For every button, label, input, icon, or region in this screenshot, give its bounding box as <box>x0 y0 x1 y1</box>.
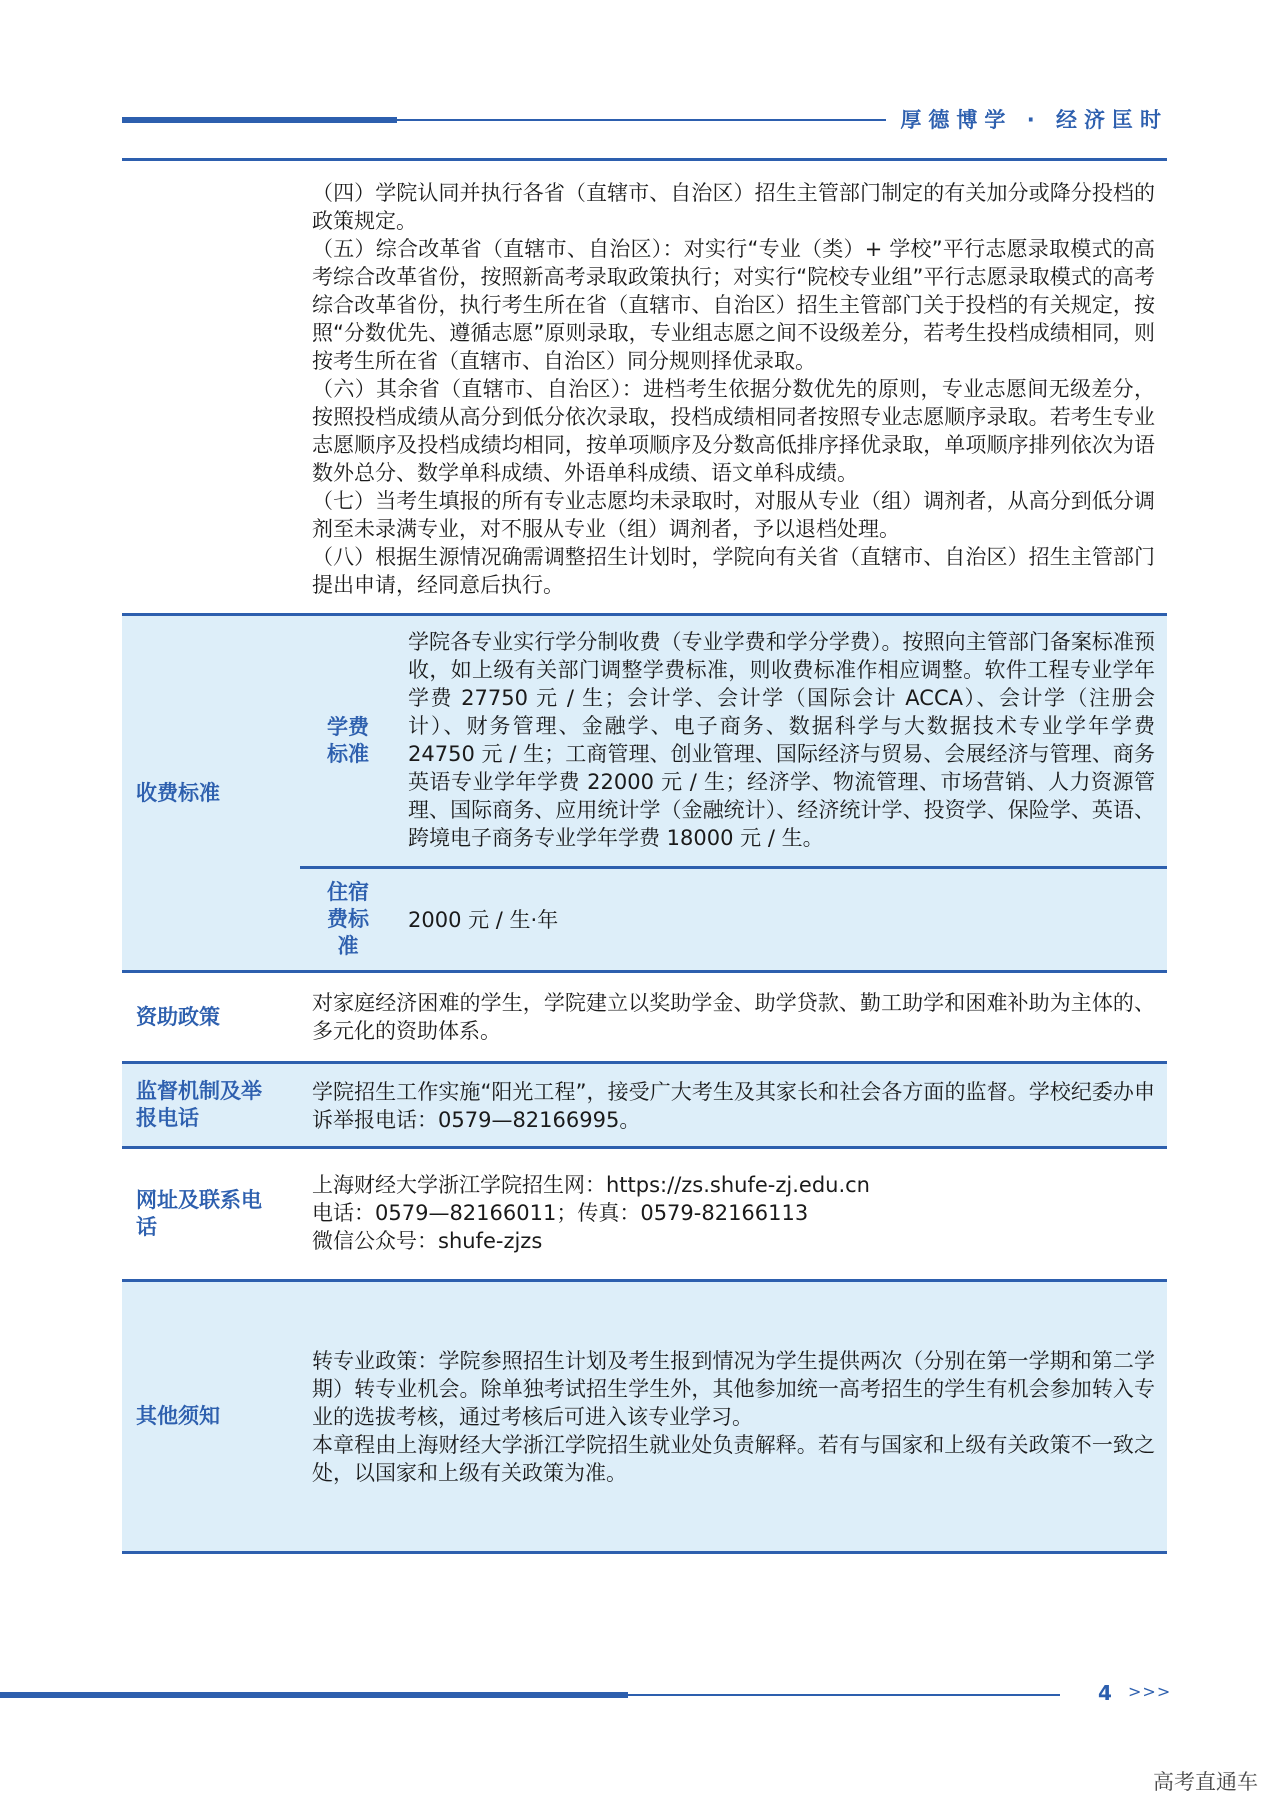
admission-rules-label <box>122 161 300 613</box>
aid-text: 对家庭经济困难的学生，学院建立以奖助学金、助学贷款、勤工助学和困难补助为主体的、多元化的资助体系。 <box>312 991 1155 1043</box>
supervision-text: 学院招生工作实施“阳光工程”，接受广大考生及其家长和社会各方面的监督。学校纪委办申诉举报电话：0579—82166995。 <box>312 1080 1155 1132</box>
fees-label: 收费标准 <box>136 780 220 805</box>
rule-item: （五）综合改革省（直辖市、自治区）：对实行“专业（类）+ 学校”平行志愿录取模式的高考综合改革省份，按照新高考录取政策执行；对实行“院校专业组”平行志愿录取模式的高考综合改革省份，执行考生所在省（直辖市、自治区）招生主管部门关于投档的有关规定，按照“分数优先、遵循志愿”原则录取，专业组志愿之间不设级差分，若考生投档成绩相同，则按考生所在省（直辖市、自治区）同分规则择优录取。 <box>312 237 1155 373</box>
contact-wechat: 微信公众号：shufe-zjzs <box>312 1229 543 1253</box>
contact-label: 网址及联系电话 <box>136 1188 262 1239</box>
other-interpretation: 本章程由上海财经大学浙江学院招生就业处负责解释。若有与国家和上级有关政策不一致之处，以国家和上级有关政策为准。 <box>312 1432 1155 1485</box>
admission-rules-row <box>122 158 1167 616</box>
watermark: 高考直通车 <box>1153 1770 1258 1794</box>
admission-rules-content <box>300 161 1167 613</box>
footer-rule-accent <box>0 1692 628 1698</box>
aid-label: 资助政策 <box>136 1004 220 1029</box>
contact-phone: 电话：0579—82166011；传真：0579-82166113 <box>312 1201 809 1225</box>
other-content <box>300 1282 1167 1551</box>
header-rule-accent <box>122 117 397 123</box>
rule-item: （六）其余省（直辖市、自治区）：进档考生依据分数优先的原则，专业志愿间无级差分，按照投档成绩从高分到低分依次录取，投档成绩相同者按照专业志愿顺序录取。若考生专业志愿顺序及投档成绩均相同，按单项顺序及分数高低排序择优录取，单项顺序排列依次为语数外总分、数学单科成绩、外语单科成绩、语文单科成绩。 <box>312 377 1155 485</box>
tuition-row <box>300 616 1167 866</box>
next-arrows-icon: >>> <box>1128 1682 1172 1701</box>
aid-row <box>122 973 1167 1064</box>
contact-content <box>300 1149 1167 1279</box>
rule-item: （七）当考生填报的所有专业志愿均未录取时，对服从专业（组）调剂者，从高分到低分调剂至未录满专业，对不服从专业（组）调剂者，予以退档处理。 <box>312 489 1155 541</box>
tuition-text: 学院各专业实行学分制收费（专业学费和学分学费）。按照向主管部门备案标准预收，如上级有关部门调整学费标准，则收费标准作相应调整。软件工程专业学年学费 27750 元 / 生；会计学、会计学（国际会计 ACCA）、会计学（注册会计）、财务管理、金融学、电子商务、数据科学与大数据技术专业学年学费 24750 元 / 生；工商管理、创业管理、国际经济与贸易、会展经济与管理、商务英语专业学年学费 22000 元 / 生；经济学、物流管理、市场营销、人力资源管理、国际商务、应用统计学（金融统计）、经济统计学、投资学、保险学、英语、跨境电子商务专业学年学费 18000 元 / 生。 <box>396 616 1167 866</box>
other-row <box>122 1282 1167 1554</box>
contact-row <box>122 1149 1167 1282</box>
rule-item: （八）根据生源情况确需调整招生计划时，学院向有关省（直辖市、自治区）招生主管部门提出申请，经同意后执行。 <box>312 545 1155 597</box>
page-number: 4 <box>1098 1681 1112 1705</box>
tuition-label: 学费标准 <box>300 616 396 866</box>
contact-website: 上海财经大学浙江学院招生网：https://zs.shufe-zj.edu.cn <box>312 1173 870 1197</box>
lodging-text: 2000 元 / 生·年 <box>396 869 1167 970</box>
admission-table <box>122 158 1167 1554</box>
supervision-label: 监督机制及举报电话 <box>136 1079 262 1130</box>
other-label: 其他须知 <box>136 1404 220 1428</box>
supervision-row <box>122 1064 1167 1149</box>
fees-detail <box>300 616 1167 970</box>
lodging-row <box>300 866 1167 970</box>
fees-row <box>122 616 1167 973</box>
header-slogan: 厚德博学 · 经济匡时 <box>886 104 1168 134</box>
rule-item: （四）学院认同并执行各省（直辖市、自治区）招生主管部门制定的有关加分或降分投档的政策规定。 <box>312 181 1155 233</box>
lodging-label: 住宿费标准 <box>300 869 396 970</box>
other-transfer-policy: 转专业政策：学院参照招生计划及考生报到情况为学生提供两次（分别在第一学期和第二学期）转专业机会。除单独考试招生学生外，其他参加统一高考招生的学生有机会参加转入专业的选拔考核，通过考核后可进入该专业学习。 <box>312 1348 1155 1429</box>
